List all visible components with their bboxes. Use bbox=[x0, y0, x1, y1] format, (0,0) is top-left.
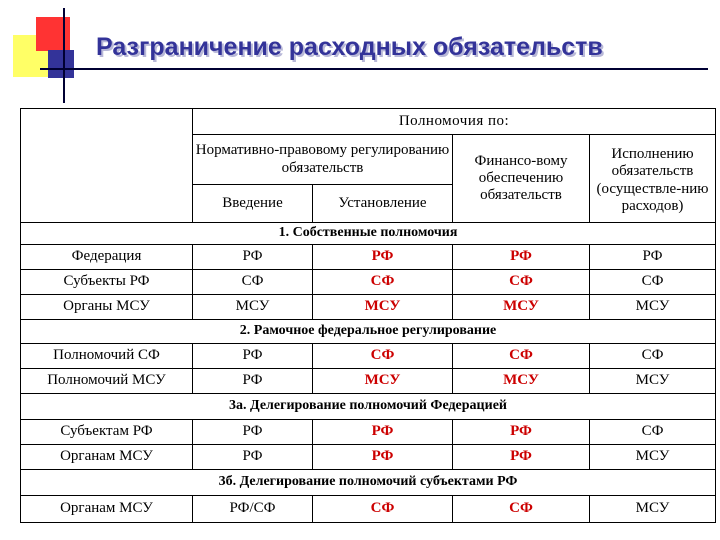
header-normative-group: Нормативно-правовому регулированию обязательств bbox=[193, 135, 453, 185]
obligations-table bbox=[20, 108, 716, 523]
table-row bbox=[21, 420, 716, 445]
cell-establishment: МСУ bbox=[313, 295, 453, 320]
cell-financing: СФ bbox=[453, 270, 590, 295]
cell-introduction: РФ bbox=[193, 369, 313, 394]
slide-title: Разграничение расходных обязательств bbox=[96, 33, 603, 61]
cell-introduction: РФ bbox=[193, 445, 313, 470]
cell-establishment: РФ bbox=[313, 245, 453, 270]
row-label: Полномочий МСУ bbox=[21, 369, 193, 394]
cell-financing: СФ bbox=[453, 496, 590, 523]
table-row bbox=[21, 369, 716, 394]
decor-blue-square bbox=[48, 50, 74, 78]
cell-financing: СФ bbox=[453, 344, 590, 369]
cell-financing: РФ bbox=[453, 245, 590, 270]
cell-introduction: РФ/СФ bbox=[193, 496, 313, 523]
header-establishment: Установление bbox=[313, 185, 453, 223]
header-introduction: Введение bbox=[193, 185, 313, 223]
section-title: 1. Собственные полномочия bbox=[21, 223, 716, 245]
cell-introduction: РФ bbox=[193, 344, 313, 369]
section-title: 2. Рамочное федеральное регулирование bbox=[21, 320, 716, 344]
row-label: Органам МСУ bbox=[21, 496, 193, 523]
cell-execution: СФ bbox=[590, 270, 716, 295]
cell-financing: МСУ bbox=[453, 369, 590, 394]
cell-establishment: РФ bbox=[313, 420, 453, 445]
cell-financing: РФ bbox=[453, 445, 590, 470]
row-label: Субъекты РФ bbox=[21, 270, 193, 295]
table-row bbox=[21, 445, 716, 470]
table-row bbox=[21, 344, 716, 369]
cell-execution: СФ bbox=[590, 420, 716, 445]
section-title: 3б. Делегирование полномочий субъектами РФ bbox=[21, 470, 716, 496]
cell-execution: СФ bbox=[590, 344, 716, 369]
cell-introduction: СФ bbox=[193, 270, 313, 295]
cell-financing: МСУ bbox=[453, 295, 590, 320]
cell-execution: МСУ bbox=[590, 496, 716, 523]
header-execution: Исполнению обязательств (осуществле-нию расходов) bbox=[590, 135, 716, 223]
cell-establishment: СФ bbox=[313, 496, 453, 523]
table-row bbox=[21, 270, 716, 295]
row-label: Федерация bbox=[21, 245, 193, 270]
decor-vertical-line bbox=[63, 8, 65, 103]
cell-establishment: СФ bbox=[313, 344, 453, 369]
table-row bbox=[21, 496, 716, 523]
header-powers-by: Полномочия по: bbox=[193, 109, 716, 135]
decor-horizontal-line bbox=[40, 68, 708, 70]
header-blank-cell bbox=[21, 109, 193, 223]
row-label: Органы МСУ bbox=[21, 295, 193, 320]
row-label: Полномочий СФ bbox=[21, 344, 193, 369]
cell-establishment: СФ bbox=[313, 270, 453, 295]
cell-execution: МСУ bbox=[590, 445, 716, 470]
section-title: 3а. Делегирование полномочий Федерацией bbox=[21, 394, 716, 420]
cell-introduction: РФ bbox=[193, 245, 313, 270]
cell-execution: МСУ bbox=[590, 295, 716, 320]
cell-establishment: РФ bbox=[313, 445, 453, 470]
header-financing: Финансо-вому обеспечению обязательств bbox=[453, 135, 590, 223]
row-label: Субъектам РФ bbox=[21, 420, 193, 445]
table-row bbox=[21, 245, 716, 270]
table-row bbox=[21, 295, 716, 320]
cell-establishment: МСУ bbox=[313, 369, 453, 394]
row-label: Органам МСУ bbox=[21, 445, 193, 470]
cell-execution: МСУ bbox=[590, 369, 716, 394]
cell-introduction: МСУ bbox=[193, 295, 313, 320]
cell-execution: РФ bbox=[590, 245, 716, 270]
cell-introduction: РФ bbox=[193, 420, 313, 445]
cell-financing: РФ bbox=[453, 420, 590, 445]
